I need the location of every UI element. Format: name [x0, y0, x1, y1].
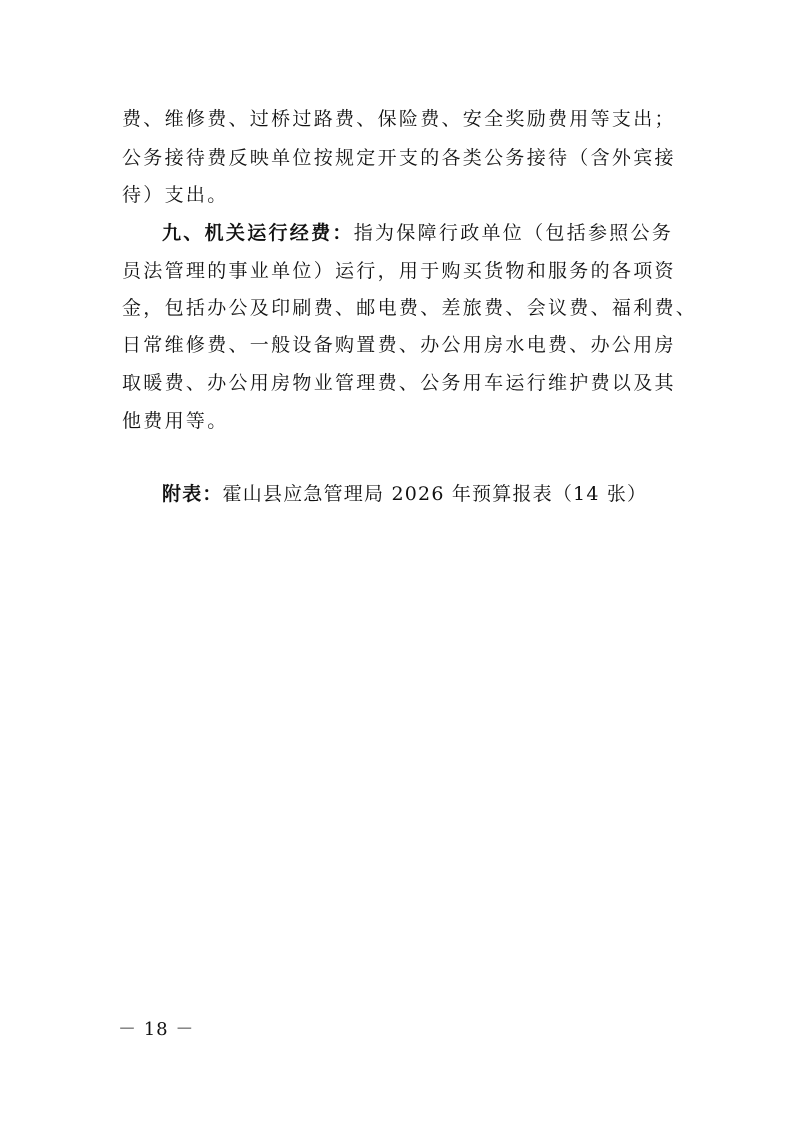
body-text-line: 费、维修费、过桥过路费、保险费、安全奖励费用等支出；: [122, 108, 676, 130]
section-9-heading: 九、机关运行经费：: [162, 222, 354, 244]
attachment-line: [162, 479, 722, 509]
body-text-line: 取暖费、办公用房物业管理费、公务用车运行维护费以及其: [122, 372, 676, 394]
body-text-line: 待）支出。: [122, 184, 229, 206]
body-text-line: 金，包括办公及印刷费、邮电费、差旅费、会议费、福利费、: [122, 297, 698, 319]
body-text-line: 公务接待费反映单位按规定开支的各类公务接待（含外宾接: [122, 147, 676, 169]
section-9-text: 指为保障行政单位（包括参照公务: [353, 222, 674, 244]
page-number: － 18 －: [118, 1019, 195, 1040]
body-text-line: 他费用等。: [122, 410, 229, 432]
attachment-label: 附表：: [162, 483, 223, 505]
attachment-text: 霍山县应急管理局 2026 年预算报表（14 张）: [222, 483, 648, 505]
section-9-first-line: [162, 218, 722, 248]
body-text-line: 日常维修费、一般设备购置费、办公用房水电费、办公用房: [122, 334, 676, 356]
body-text-line: 员法管理的事业单位）运行，用于购买货物和服务的各项资: [122, 260, 676, 282]
